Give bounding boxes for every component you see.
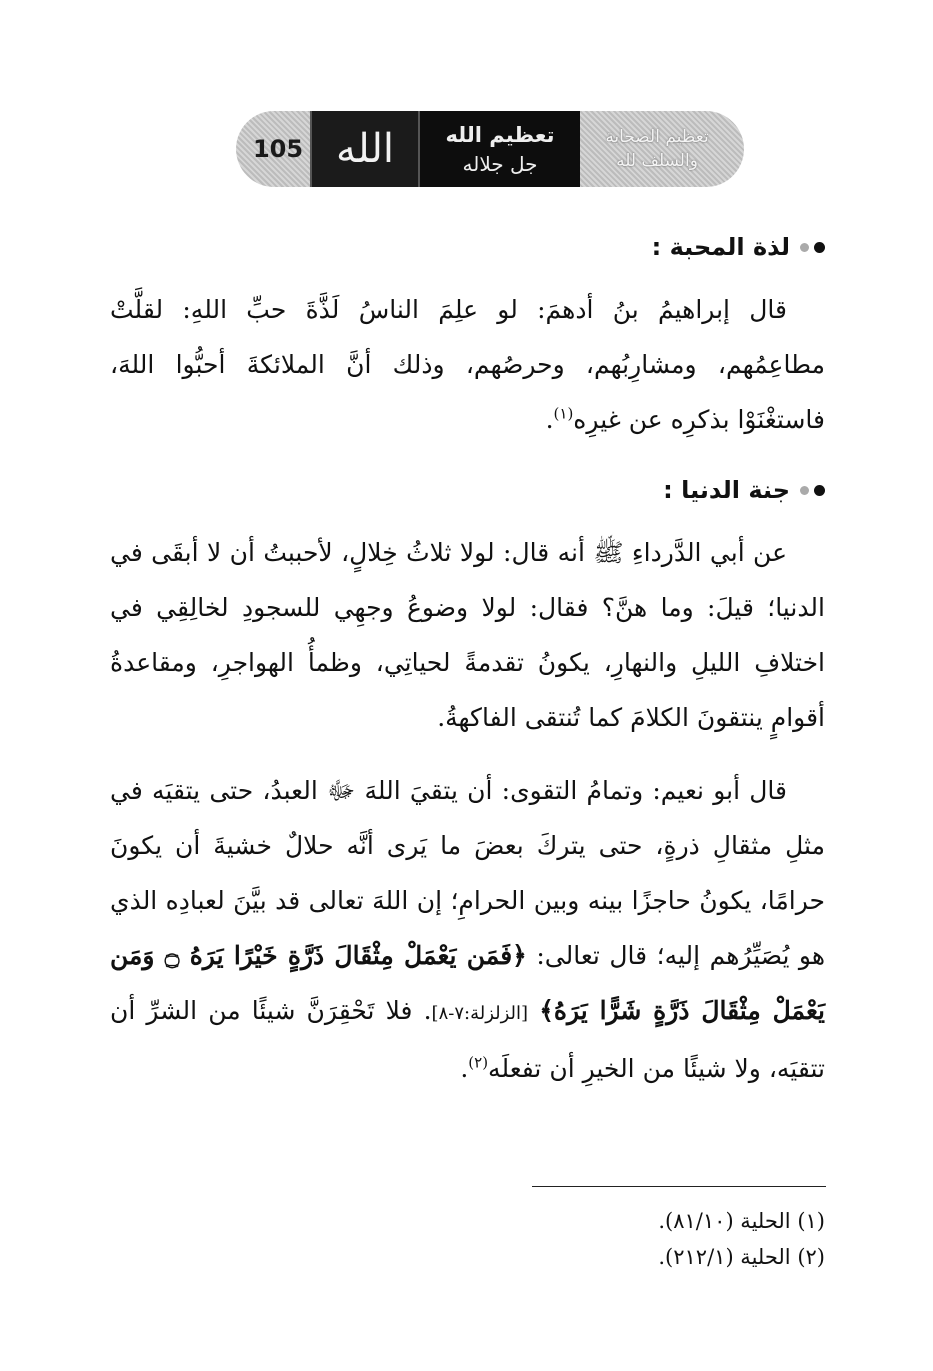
page-number: 105 [252,135,304,163]
chapter-title-line1: تعظيم الصحابة [605,127,709,147]
section-heading [110,465,825,515]
footnote-ref: (٢) [468,1053,489,1072]
section-heading-text: جنة الدنيا : [663,475,790,504]
footnote-divider [532,1186,826,1187]
bullet-icon [800,485,825,496]
section-heading-text: لذة المحبة : [651,232,790,261]
chapter-title [580,111,744,187]
footnotes [500,1203,825,1275]
book-title-line2: جل جلاله [462,152,538,176]
book-title [420,111,580,187]
footnote-ref: (١) [553,404,574,423]
book-title-line1: تعظيم الله [445,123,555,147]
logo-text: الله [336,126,394,172]
calligraphy-logo [310,111,420,187]
paragraph: قال أبو نعيم: وتمامُ التقوى: أن يتقيَ اللهَ ﷻ العبدُ، حتى يتقيَه في مثلِ مثقالِ ذرةٍ، حتى يتركَ بعضَ ما يَرى أنَّه حلالٌ خشيةَ أن يكونَ حرامًا، يكونُ حاجزًا بينه وبين الحرامِ؛ إن اللهَ تعالى قد بيَّنَ لعبادِه الذي هو يُصَيِّرُهم إليه؛ قال تعالى: ﴿فَمَن يَعْمَلْ مِثْقَالَ ذَرَّةٍ خَيْرًا يَرَهُ ۝ وَمَن يَعْمَلْ مِثْقَالَ ذَرَّةٍ شَرًّا يَرَهُ﴾ [الزلزلة:٧-٨]. فلا تَحْقِرَنَّ شيئًا من الشرِّ أن تتقيَه، ولا شيئًا من الخيرِ أن تفعلَه$^{(٢)}$. [110,776,826,1083]
section-heading [110,222,825,272]
running-header [236,111,744,187]
page-body [110,222,825,1114]
footnote: (٢) الحلية (٢١٢/١). [658,1245,825,1269]
quran-verse: ﴿فَمَن يَعْمَلْ مِثْقَالَ ذَرَّةٍ خَيْرًا يَرَهُ ۝ وَمَن يَعْمَلْ مِثْقَالَ ذَرَّةٍ شَرًّا يَرَهُ﴾ [110,941,826,1025]
bullet-icon [800,242,825,253]
verse-reference: [الزلزلة:٧-٨] [431,1003,529,1024]
chapter-title-line2: والسلف لله [616,151,698,171]
paragraph: قال إبراهيمُ بنُ أدهمَ: لو علِمَ الناسُ لَذَّةَ حبِّ اللهِ: لقلَّتْ مطاعِمُهم، ومشارِبُهم، وحرصُهم، وذلك أنَّ الملائكةَ أحبُّوا اللهَ، فاستغْنَوْا بذكرِه عن غيرِه$^{(١)}$. [110,295,825,434]
footnote: (١) الحلية (٨١/١٠). [658,1209,825,1233]
paragraph: عن أبي الدَّرداءِ ﷺ أنه قال: لولا ثلاثُ خِلالٍ، لأحببتُ أن لا أبقَى في الدنيا؛ قيلَ: وما هنَّ؟ فقال: لولا وضوعُ وجهِي للسجودِ لخالِقِي في اختلافِ الليلِ والنهارِ، يكونُ تقدمةً لحياتِي، وظمأُ الهواجرِ، ومقاعدةُ أقوامٍ ينتقونَ الكلامَ كما تُنتقى الفاكهةُ. [110,538,825,732]
